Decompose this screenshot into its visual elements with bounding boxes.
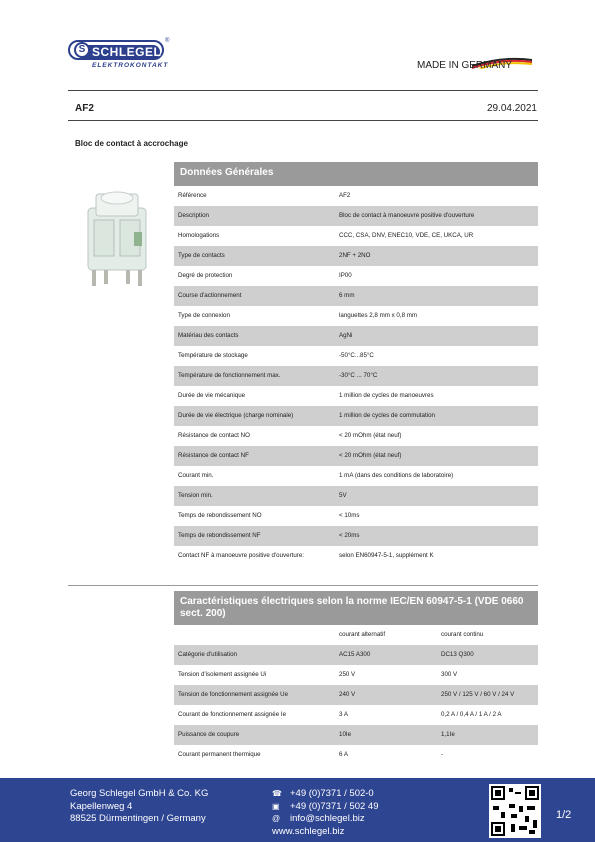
- row-value: 2NF + 2NO: [339, 252, 371, 259]
- document-date: 29.04.2021: [486, 103, 537, 114]
- table-row: [174, 506, 538, 526]
- company-name: Georg Schlegel GmbH & Co. KG: [70, 788, 209, 799]
- logo-emblem: S: [74, 42, 90, 58]
- table-row: [174, 246, 538, 266]
- row-ac-value: 6 A: [339, 751, 348, 758]
- table-row: [174, 665, 538, 685]
- fax-number: +49 (0)7371 / 502 49: [290, 800, 379, 812]
- table-row: [174, 346, 538, 366]
- row-label: Résistance de contact NF: [178, 452, 249, 459]
- electrical-column-header: [174, 625, 538, 645]
- row-dc-value: 250 V / 125 V / 60 V / 24 V: [441, 691, 515, 698]
- row-value: < 10ms: [339, 512, 360, 519]
- row-label: Température de fonctionnement max.: [178, 372, 281, 379]
- table-row: [174, 286, 538, 306]
- table-row: [174, 406, 538, 426]
- product-image: [74, 180, 160, 292]
- row-value: 5V: [339, 492, 347, 499]
- table-row: [174, 645, 538, 665]
- page-number: 1/2: [556, 809, 572, 821]
- table-row: [174, 546, 538, 566]
- row-ac-value: AC15 A300: [339, 651, 371, 658]
- row-value: 1 million de cycles de commutation: [339, 412, 435, 419]
- row-label: Temps de rebondissement NO: [178, 512, 262, 519]
- general-data-table: [174, 186, 538, 566]
- row-label: Résistance de contact NO: [178, 432, 250, 439]
- row-label: Tension de fonctionnement assignée Ue: [178, 691, 289, 698]
- general-data-heading: Données Générales: [174, 162, 538, 186]
- section-divider: [68, 585, 538, 586]
- row-label: Course d'actionnement: [178, 292, 242, 299]
- row-ac-value: 10Ie: [339, 731, 352, 738]
- table-row: [174, 526, 538, 546]
- table-row: [174, 366, 538, 386]
- table-row: [174, 466, 538, 486]
- logo-brand: SCHLEGEL: [92, 45, 162, 59]
- row-label: Courant permanent thermique: [178, 751, 261, 758]
- footer-address: [70, 788, 208, 826]
- document-subtitle: Bloc de contact à accrochage: [75, 139, 188, 148]
- row-label: Degré de protection: [178, 272, 233, 279]
- electrical-table: [174, 625, 538, 765]
- row-value: < 20ms: [339, 532, 360, 539]
- row-label: Puissance de coupure: [178, 731, 240, 738]
- company-city: 88525 Dürmentingen / Germany: [70, 813, 206, 824]
- table-row: [174, 226, 538, 246]
- table-row: [174, 326, 538, 346]
- row-label: Type de connexion: [178, 312, 230, 319]
- logo-oval: [68, 40, 164, 60]
- table-row: [174, 446, 538, 466]
- row-value: Bloc de contact à manoeuvre positive d'ouverture: [339, 212, 475, 219]
- row-label: Contact NF à manoeuvre positive d'ouverture:: [178, 552, 305, 559]
- company-logo: [68, 40, 178, 72]
- row-value: < 20 mOhm (état neuf): [339, 452, 402, 459]
- row-value: < 20 mOhm (état neuf): [339, 432, 402, 439]
- row-dc-value: 1,1Ie: [441, 731, 455, 738]
- row-value: AgNi: [339, 332, 353, 339]
- electrical-rows: [174, 645, 538, 765]
- row-label: Type de contacts: [178, 252, 225, 259]
- qr-code-icon[interactable]: [489, 784, 541, 838]
- row-label: Tension min.: [178, 492, 213, 499]
- row-value: -50°C...85°C: [339, 352, 374, 359]
- row-label: Durée de vie mécanique: [178, 392, 246, 399]
- footer-contact: [272, 788, 378, 838]
- row-ac-value: 240 V: [339, 691, 356, 698]
- table-row: [174, 186, 538, 206]
- row-label: Description: [178, 212, 209, 219]
- title-divider: [68, 120, 538, 121]
- header-divider: [68, 90, 538, 91]
- table-row: [174, 486, 538, 506]
- footer: [0, 778, 595, 842]
- phone-icon: ☎: [272, 789, 282, 798]
- website-link[interactable]: www.schlegel.biz: [272, 825, 345, 837]
- logo-subtitle: ELEKTROKONTAKT: [92, 62, 169, 69]
- row-value: -30°C ... 70°C: [339, 372, 378, 379]
- row-dc-value: 300 V: [441, 671, 458, 678]
- row-value: 1 million de cycles de manoeuvres: [339, 392, 434, 399]
- row-dc-value: -: [441, 751, 444, 758]
- row-dc-value: DC13 Q300: [441, 651, 474, 658]
- row-value: 6 mm: [339, 292, 355, 299]
- made-in-label: MADE IN GERMANY: [417, 60, 513, 71]
- table-row: [174, 685, 538, 705]
- table-row: [174, 206, 538, 226]
- fax-icon: ▣: [272, 801, 280, 811]
- company-street: Kapellenweg 4: [70, 800, 133, 812]
- table-row: [174, 386, 538, 406]
- row-ac-value: 250 V: [339, 671, 356, 678]
- row-dc-value: 0,2 A / 0,4 A / 1 A / 2 A: [441, 711, 502, 718]
- email-icon: @: [272, 814, 281, 823]
- table-row: [174, 705, 538, 725]
- electrical-heading: Caractéristiques électriques selon la norme IEC/EN 60947-5-1 (VDE 0660 sect. 200): [174, 591, 538, 625]
- row-label: Température de stockage: [178, 352, 248, 359]
- row-value: selon EN60947-5-1, supplément K: [339, 552, 434, 559]
- email-link[interactable]: info@schlegel.biz: [290, 813, 365, 824]
- row-ac-value: 3 A: [339, 711, 348, 718]
- table-row: [174, 725, 538, 745]
- registered-mark: ®: [165, 38, 170, 44]
- row-label: Tension d'isolement assignée Ui: [178, 671, 267, 678]
- table-row: [174, 745, 538, 765]
- row-label: Courant min.: [178, 472, 214, 479]
- row-value: 1 mA (dans des conditions de laboratoire): [339, 472, 454, 479]
- table-row: [174, 426, 538, 446]
- row-value: CCC, CSA, DNV, ENEC10, VDE, CE, UKCA, UR: [339, 232, 474, 239]
- row-label: Référence: [178, 192, 207, 199]
- row-value: IP00: [339, 272, 352, 279]
- table-row: [174, 306, 538, 326]
- row-label: Durée de vie électrique (charge nominale): [178, 412, 294, 419]
- table-row: [174, 266, 538, 286]
- row-value: languettes 2,8 mm x 0,8 mm: [339, 312, 418, 319]
- row-label: Catégorie d'utilisation: [178, 651, 237, 658]
- col-dc-label: courant continu: [441, 631, 484, 638]
- row-label: Homologations: [178, 232, 220, 239]
- document-id: AF2: [75, 103, 94, 114]
- row-label: Temps de rebondissement NF: [178, 532, 261, 539]
- row-label: Matériau des contacts: [178, 332, 239, 339]
- row-label: Courant de fonctionnement assignée Ie: [178, 711, 287, 718]
- row-value: AF2: [339, 192, 351, 199]
- phone-number[interactable]: +49 (0)7371 / 502-0: [290, 788, 374, 799]
- col-ac-label: courant alternatif: [339, 631, 386, 638]
